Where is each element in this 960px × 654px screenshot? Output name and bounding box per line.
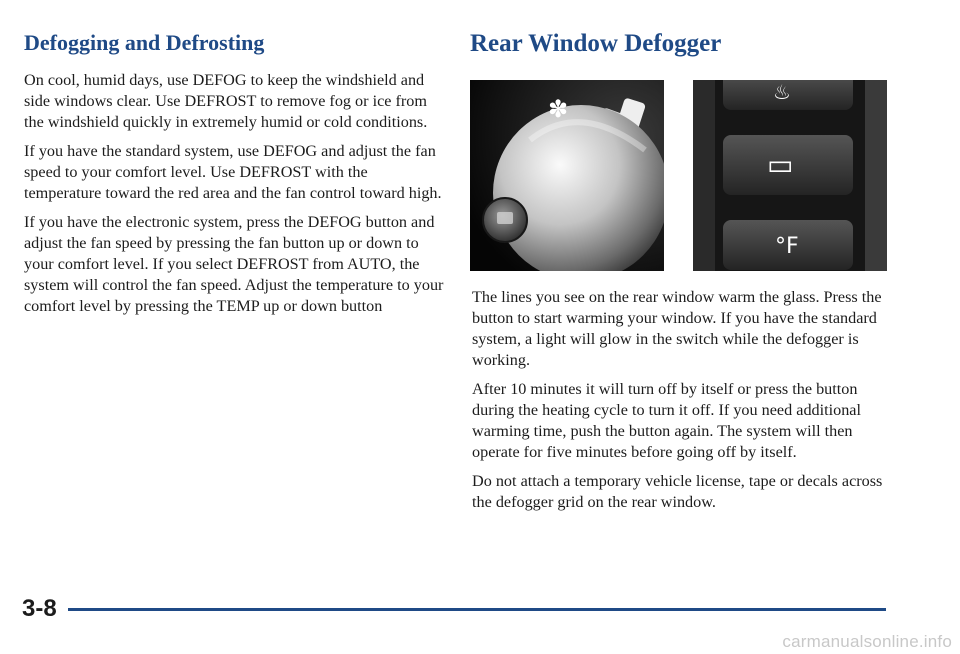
temperature-label: °F — [775, 234, 799, 259]
defogger-switch-photo — [693, 80, 887, 271]
page-number: 3-8 — [22, 595, 57, 622]
defogging-text-column — [24, 70, 444, 325]
windshield-defrost-icon: ♨ — [773, 80, 791, 104]
climate-knob-photo — [470, 80, 664, 271]
section-heading-rear-defogger: Rear Window Defogger — [470, 30, 722, 57]
rear-defogger-text-column — [472, 287, 892, 521]
paragraph: On cool, humid days, use DEFOG to keep the windshield and side windows clear. Use DEFROST to remove fog or ice from the windshield quickly in extremely humid or cold conditions. — [24, 71, 428, 131]
paragraph: Do not attach a temporary vehicle license, tape or decals across the defogger grid on the rear window. — [472, 472, 883, 511]
footer-rule — [68, 608, 886, 611]
rear-defog-icon: ▭ — [767, 148, 794, 181]
paragraph: The lines you see on the rear window warm the glass. Press the button to start warming your window. If you have the standard system, a light will glow in the switch while the defogger is working. — [472, 288, 882, 369]
paragraph: After 10 minutes it will turn off by itself or press the button during the heating cycle to turn it off. If you need additional warming time, push the button again. The system will then operate for five minutes before going off by itself. — [472, 380, 861, 461]
paragraph: If you have the electronic system, press the DEFOG button and adjust the fan speed by pressing the fan button up or down to your comfort level. If you select DEFROST from AUTO, the system will control the fan speed. Adjust the temperature to your comfort level by pressing the TEMP up or down button — [24, 213, 444, 315]
fan-icon: ✽ — [548, 95, 569, 123]
watermark: carmanualsonline.info — [782, 632, 952, 651]
section-heading-defogging: Defogging and Defrosting — [24, 30, 265, 55]
paragraph: If you have the standard system, use DEFOG and adjust the fan speed to your comfort level. Use DEFROST with the temperature toward the red area and the fan control toward high. — [24, 142, 442, 202]
